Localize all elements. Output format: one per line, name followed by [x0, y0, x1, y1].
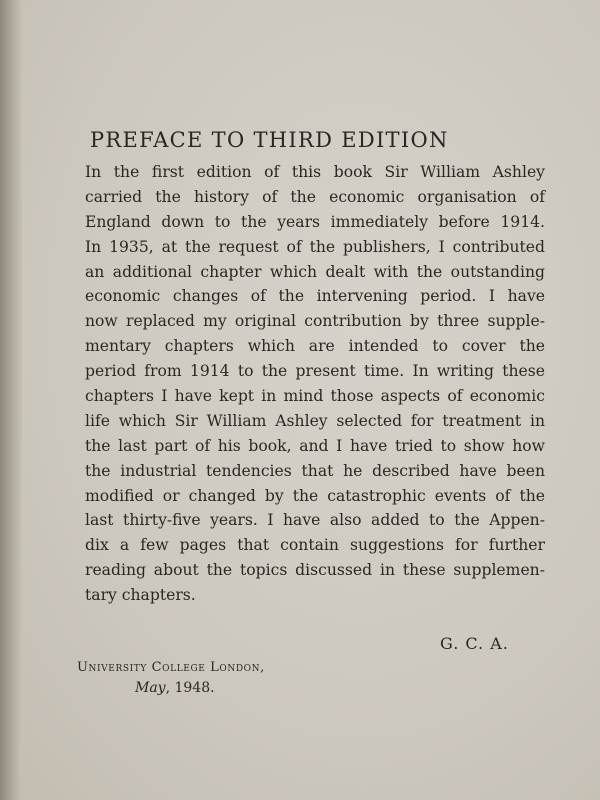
- text-line: an additional chapter which dealt with the outstanding: [85, 262, 545, 281]
- signature-initials: G. C. A.: [440, 634, 509, 653]
- text-line: chapters I have kept in mind those aspects of economic: [85, 387, 545, 406]
- date-month: May: [135, 680, 166, 696]
- text-line: mentary chapters which are intended to cover the: [85, 337, 545, 356]
- text-line: period from 1914 to the present time. In writing these: [85, 362, 545, 381]
- book-spine-shadow: [0, 0, 22, 800]
- text-line: carried the history of the economic organisation of: [85, 187, 545, 206]
- text-line: last thirty-five years. I have also added to the Appen-: [85, 511, 545, 530]
- text-line: England down to the years immediately before 1914.: [85, 212, 545, 231]
- text-line: In 1935, at the request of the publishers, I contributed: [85, 237, 545, 256]
- date-line: [135, 680, 215, 696]
- text-line: now replaced my original contribution by three supple-: [85, 312, 545, 331]
- page-title: PREFACE TO THIRD EDITION: [90, 128, 449, 152]
- place-line: University College London,: [77, 660, 265, 675]
- text-line: the last part of his book, and I have tried to show how: [85, 436, 545, 455]
- text-line: tary chapters.: [85, 586, 196, 605]
- preface-body: [85, 160, 545, 608]
- text-line: modified or changed by the catastrophic events of the: [85, 486, 545, 505]
- text-line: reading about the topics discussed in these supplemen-: [85, 561, 545, 580]
- text-line: economic changes of the intervening period. I have: [85, 287, 545, 306]
- text-line: the industrial tendencies that he described have been: [85, 461, 545, 480]
- text-line: dix a few pages that contain suggestions for further: [85, 536, 545, 555]
- date-year: , 1948.: [165, 680, 215, 696]
- text-line: In the first edition of this book Sir William Ashley: [85, 163, 545, 181]
- text-line: life which Sir William Ashley selected for treatment in: [85, 411, 545, 430]
